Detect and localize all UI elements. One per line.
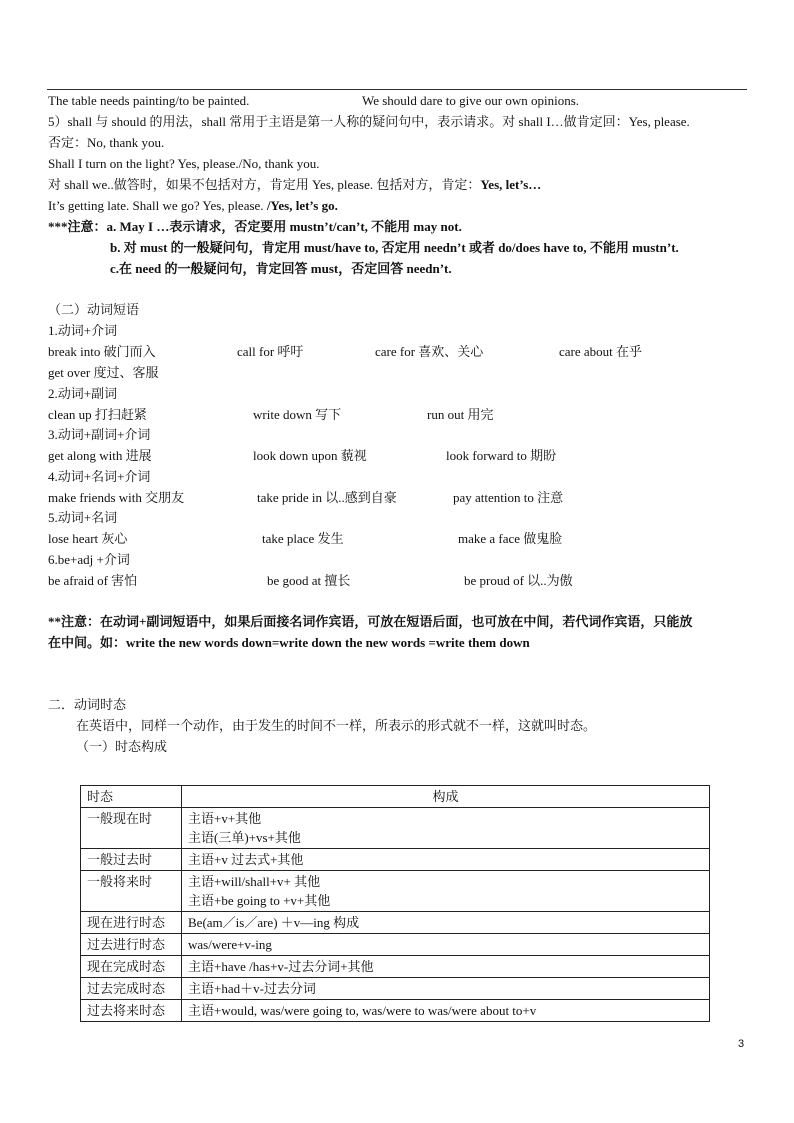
phrase-item: look forward to 期盼 [446, 448, 557, 463]
example-line-1 [48, 92, 249, 110]
table-row [81, 912, 710, 934]
lets-go: /Yes, let’s go. [266, 198, 338, 213]
phrase-type-6: 6.be+adj +介词 [48, 552, 130, 567]
phrase-item: call for 呼吁 [237, 344, 304, 359]
table-row [81, 978, 710, 1000]
phrase-type-3: 3.动词+副词+介词 [48, 427, 151, 442]
phrase-item: make friends with 交朋友 [48, 490, 185, 505]
phrase-item: care about 在乎 [559, 344, 643, 359]
tense-table [80, 785, 710, 1022]
table-row [81, 934, 710, 956]
phrase-item: take place 发生 [262, 531, 344, 546]
tense-name: 过去完成时态 [81, 978, 182, 1000]
structure-line: 主语+be going to +v+其他 [188, 893, 331, 908]
phrase-item: be afraid of 害怕 [48, 573, 138, 588]
phrase-type-2: 2.动词+副词 [48, 386, 118, 401]
dare-example: We should dare to give our own opinions. [362, 93, 580, 108]
phrase-item: look down upon 藐视 [253, 448, 367, 463]
tense-structure-heading: （一）时态构成 [76, 739, 168, 754]
tense-name: 现在进行时态 [81, 912, 182, 934]
phrase-item: be good at 擅长 [267, 573, 351, 588]
phrase-type-5: 5.动词+名词 [48, 510, 118, 525]
phrase-item: get over 度过、客服 [48, 365, 159, 380]
page-number: 3 [738, 1038, 745, 1050]
tense-structure: Be(am／is／are) ＋v—ing 构成 [182, 912, 710, 934]
note-b: b. 对 must 的一般疑问句，肯定用 must/have to, 否定用 needn’t 或者 do/does have to, 不能用 mustn’t. [110, 240, 679, 255]
header-tense: 时态 [81, 786, 182, 808]
structure-line: 主语+v+其他 [188, 811, 262, 826]
phrase-item: make a face 做鬼脸 [458, 531, 563, 546]
structure-line: 主语+v 过去式+其他 [188, 852, 304, 867]
shall-should-usage: 5）shall 与 should 的用法，shall 常用于主语是第一人称的疑问句中，表示请求。对 shall I…做肯定回：Yes, please. [48, 114, 690, 129]
phrase-type-1: 1.动词+介词 [48, 323, 118, 338]
table-row [81, 871, 710, 912]
phrase-item: care for 喜欢、关心 [375, 344, 484, 359]
section-verb-phrases: （二）动词短语 [48, 302, 140, 317]
tense-structure [182, 849, 710, 871]
tense-structure: was/were+v-ing [182, 934, 710, 956]
lets-answer: Yes, let’s… [480, 177, 542, 192]
table-row [81, 1000, 710, 1022]
table-header-row [81, 786, 710, 808]
tense-structure [182, 808, 710, 849]
tense-structure: 主语+have /has+v-过去分词+其他 [182, 956, 710, 978]
header-structure: 构成 [182, 786, 710, 808]
phrase-item: lose heart 灰心 [48, 531, 128, 546]
tense-structure: 主语+would, was/were going to, was/were to was/were about to+v [182, 1000, 710, 1022]
table-row [81, 849, 710, 871]
phrase-item: get along with 进展 [48, 448, 152, 463]
tense-structure [182, 871, 710, 912]
phrase-item: write down 写下 [253, 407, 342, 422]
tense-name: 现在完成时态 [81, 956, 182, 978]
late-example: It’s getting late. Shall we go? Yes, please. [48, 198, 267, 213]
shall-we-text: 对 shall we..做答时，如果不包括对方，肯定用 Yes, please. 包括对方，肯定： [48, 177, 481, 192]
phrase-item: be proud of 以..为傲 [464, 573, 573, 588]
structure-line: 主语(三单)+vs+其他 [188, 830, 301, 845]
tense-name: 过去进行时态 [81, 934, 182, 956]
shall-we-usage [48, 176, 541, 194]
tense-name: 一般过去时 [81, 849, 182, 871]
phrase-item: break into 破门而入 [48, 344, 156, 359]
table-row [81, 956, 710, 978]
passive-example: The table needs painting/to be painted. [48, 93, 250, 108]
header-rule [47, 89, 747, 90]
phrase-item: take pride in 以..感到自豪 [257, 490, 397, 505]
shall-we-example [48, 197, 338, 215]
negative-answer: 否定：No, thank you. [48, 135, 165, 150]
object-note-line-1: **注意：在动词+副词短语中，如果后面接名词作宾语，可放在短语后面，也可放在中间，若代词作宾语，只能放 [48, 614, 693, 629]
structure-line: 主语+will/shall+v+ 其他 [188, 874, 321, 889]
phrase-item: clean up 打扫赶紧 [48, 407, 147, 422]
tense-name: 一般现在时 [81, 808, 182, 849]
shall-example: Shall I turn on the light? Yes, please./No, thank you. [48, 156, 320, 171]
tense-structure: 主语+had＋v-过去分词 [182, 978, 710, 1000]
object-note-line-2: 在中间。如：write the new words down=write down the new words =write them down [48, 635, 530, 650]
note-c: c.在 need 的一般疑问句，肯定回答 must，否定回答 needn’t. [110, 261, 452, 276]
note-a: ***注意：a. May I …表示请求，否定要用 mustn’t/can’t, 不能用 may not. [48, 219, 462, 234]
section-verb-tense: 二．动词时态 [48, 697, 127, 712]
tense-name: 一般将来时 [81, 871, 182, 912]
phrase-item: run out 用完 [427, 407, 494, 422]
tense-definition: 在英语中，同样一个动作，由于发生的时间不一样，所表示的形式就不一样，这就叫时态。 [76, 718, 597, 733]
phrase-item: pay attention to 注意 [453, 490, 564, 505]
tense-name: 过去将来时态 [81, 1000, 182, 1022]
phrase-type-4: 4.动词+名词+介词 [48, 469, 151, 484]
table-row [81, 808, 710, 849]
